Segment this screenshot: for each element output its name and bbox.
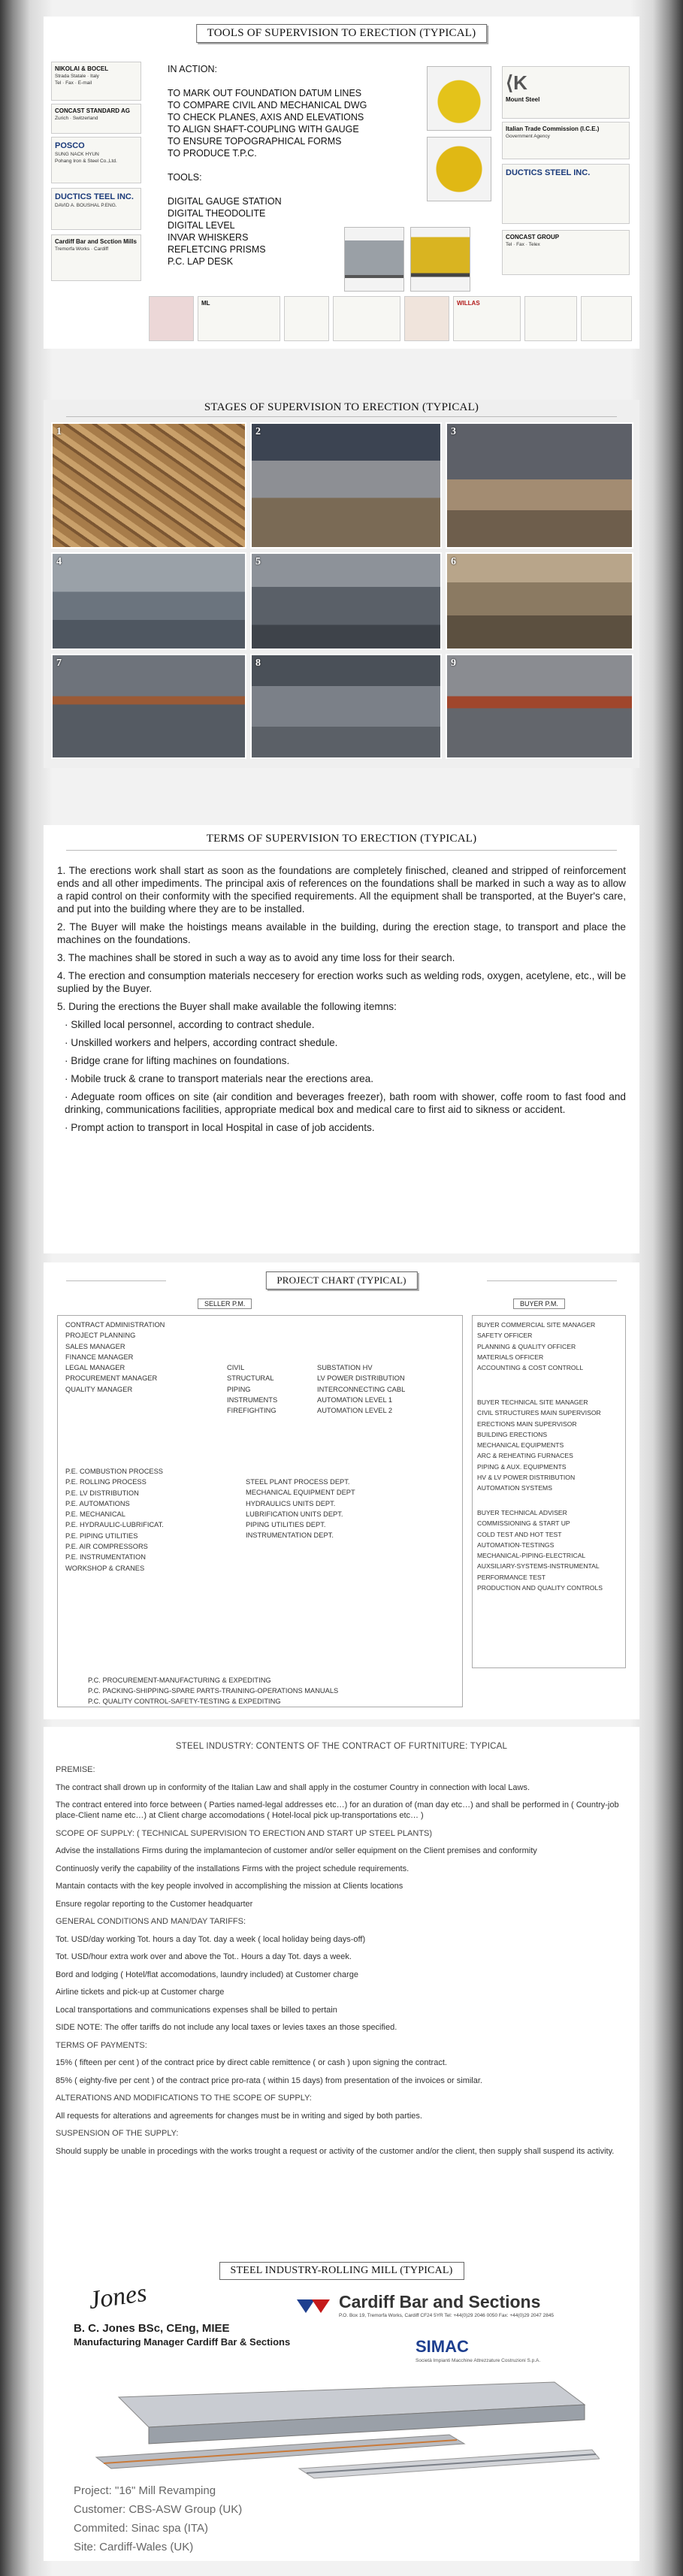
manager-title: Manufacturing Manager Cardiff Bar & Sections — [74, 2336, 291, 2348]
contract-body: PREMISE: The contract shall drown up in conformity of the Italian Law and shall apply in the costumer Country in connection with local Laws. The contract entered into force between ( Parties named-legal addresses etc…) for an duration of (man day etc…) and shall be performed in ( Country-job place-Client name etc…) at Client charge accomodations ( Hotel-local pick up-transportations etc… ) SCOPE OF SUPPLY: ( TECHNICAL SUPERVISION TO ERECTION AND START UP STEEL PLANTS) Advise the installations Firms during the implamantecion of customer and/or seller equipment on the Client premises and conformity Continuosly verify the capability of the installations Firms with the project schedule requirements. Mantain contacts with the key people involved in accomplishing the mission at Clients locations Ensure regolar reporting to the Customer headquarter GENERAL CONDITIONS AND MAN/DAY TARIFFS: Tot. USD/day working Tot. hours a day Tot. day a week ( local holiday being days-off) Tot. USD/hour extra work over and above the Tot.. Hours a day Tot. days a week. Bord and lodging ( Hotel/flat accomodations, laundry included) at Customer charge Airline tickets and pick-up at Customer charge Local transportations and communications expenses shall be billed to pertain SIDE NOTE: The offer tariffs do not include any local taxes or levies taxes an those specified. TERMS OF PAYMENTS: 15% ( fifteen per cent ) of the contract price by direct cable remittence ( or cash ) upon signing the contract. 85% ( eighty-five per cent ) of the contract price pro-rata ( within 15 days) from presentation of the invoices or similar. ALTERATIONS AND MODIFICATIONS TO THE SCOPE OF SUPPLY: All requests for alterations and agreements for changes must be in writing and siged by both parties. SUSPENSION OF THE SUPPLY: Should supply be unable in procedings with the works trought a request or activity of the customer and/or the client, then supply shall suspend its activity. — [56, 1765, 619, 2156]
card-name: NIKOLAI & BOCEL — [55, 65, 109, 72]
term-bullet: · Adeguate room offices on site (air condition and beverages freezer), bath room with shower, coffe room to fast food and drinking, communications facilities, appropriate medical box and medical care to first aid to sikness or accident. — [65, 1091, 626, 1115]
mill-panel — [44, 2262, 639, 2561]
tools-title: TOOLS OF SUPERVISION TO ERECTION (TYPICAL) — [196, 24, 488, 43]
business-card — [284, 296, 329, 341]
line: P.C. LAP DESK — [168, 256, 234, 267]
line: TO CHECK PLANES, AXIS AND ELEVATIONS — [168, 112, 364, 122]
contract-title: STEEL INDUSTRY: CONTENTS OF THE CONTRACT OF FURTNITURE: TYPICAL — [175, 1742, 508, 1751]
stage-photo-6 — [446, 552, 633, 650]
mill-layout-drawing — [74, 2375, 600, 2480]
buyer-technical-list: BUYER TECHNICAL SITE MANAGER CIVIL STRUCTURES MAIN SUPERVISOR ERECTIONS MAIN SUPERVISOR BUILDING ERECTIONS MECHANICAL EQUIPMENTS ARC & REHEATING FURNACES PIPING & AUX. EQUIPMENTS HV & LV POWER DISTRIBUTION AUTOMATION SYSTEMS — [477, 1398, 601, 1492]
line: TO PRODUCE T.P.C. — [168, 148, 257, 159]
term-item: 3. The machines shall be stored in such a way as to avoid any time loss for their search. — [57, 952, 455, 963]
seller-pe-list: P.E. COMBUSTION PROCESS P.E. ROLLING PROCESS P.E. LV DISTRIBUTION P.E. AUTOMATIONS P.E. MECHANICAL P.E. HYDRAULIC-LUBRIFICAT. P.E. PIPING UTILITIES P.E. AIR COMPRESSORS P.E. INSTRUMENTATION WORKSHOP & CRANES — [65, 1468, 164, 1572]
line — [168, 159, 367, 171]
cardiff-logo — [295, 2292, 626, 2322]
line: REFLETCING PRISMS — [168, 244, 266, 255]
simac-subtitle: Società Impianti Macchine Attrezzature Costruzioni S.p.A. — [416, 2358, 541, 2363]
term-bullet: · Skilled local personnel, according to contract shedule. — [65, 1019, 315, 1030]
business-card: DUCTICS TEEL INC. DAVID A. BOUSHAL P.ENG. — [51, 188, 141, 230]
k-logo: ⟨K — [506, 71, 527, 94]
chart-title: PROJECT CHART (TYPICAL) — [265, 1271, 417, 1290]
photo-number: 3 — [451, 426, 456, 437]
photo-number: 1 — [56, 426, 62, 437]
photo-number: 7 — [56, 658, 62, 669]
photo-number: 2 — [255, 426, 261, 437]
level-instrument-image — [427, 66, 491, 131]
buyer-box — [472, 1315, 626, 1668]
stage-photo-1 — [51, 422, 246, 549]
line: TO ENSURE TOPOGRAPHICAL FORMS — [168, 136, 342, 147]
manager-name: B. C. Jones BSc, CEng, MIEE — [74, 2322, 230, 2335]
card-name: WILLAS — [457, 300, 480, 307]
buyer-commercial-list: BUYER COMMERCIAL SITE MANAGER SAFETY OFFICER PLANNING & QUALITY OFFICER MATERIALS OFFICER ACCOUNTING & COST CONTROLL — [477, 1321, 596, 1372]
ductics-logo: DUCTICS STEEL INC. — [506, 168, 591, 177]
project-name: Project: "16" Mill Revamping — [74, 2484, 216, 2497]
business-card: Cardiff Bar and Scction Mills Tremorfa Works · Cardiff — [51, 234, 141, 281]
card-name: Cardiff Bar and Scction Mills — [55, 238, 137, 245]
business-card — [333, 296, 400, 341]
terms-title: TERMS OF SUPERVISION TO ERECTION (TYPICAL) — [206, 833, 477, 845]
line: DIGITAL LEVEL — [168, 220, 235, 231]
line — [168, 75, 367, 87]
seller-pm-label: SELLER P.M. — [198, 1299, 252, 1309]
in-action-text — [168, 63, 367, 268]
cardiff-address: P.O. Box 19, Tremorfa Works, Cardiff CF24 5YR Tel: +44(0)29 2046 0050 Fax: +44(0)29 2047 2845 — [339, 2313, 555, 2318]
business-card — [198, 296, 280, 341]
cardiff-name: Cardiff Bar and Sections — [339, 2292, 541, 2311]
rolling-track — [307, 2454, 596, 2473]
term-bullet: · Unskilled workers and helpers, according contract shedule. — [65, 1037, 338, 1048]
term-item: 4. The erection and consumption materials neccesery for erection works such as welding rods, oxygen, acetylene, etc., will be suplied by the Buyer. — [57, 970, 626, 994]
seller-civil-list: CIVIL STRUCTURAL PIPING INSTRUMENTS FIREFIGHTING — [227, 1364, 278, 1415]
posco-logo: POSCO — [55, 141, 85, 150]
term-bullet: · Bridge crane for lifting machines on foundations. — [65, 1055, 290, 1066]
business-card — [149, 296, 194, 341]
ductics-logo: DUCTICS TEEL INC. — [55, 192, 134, 201]
customer: Customer: CBS-ASW Group (UK) — [74, 2503, 243, 2516]
line: TO COMPARE CIVIL AND MECHANICAL DWG — [168, 100, 367, 110]
theodolite-image — [410, 227, 470, 292]
commited: Commited: Sinac spa (ITA) — [74, 2522, 208, 2535]
line — [168, 183, 367, 195]
terms-panel — [44, 825, 639, 1253]
level-instrument-image — [427, 137, 491, 201]
seller-bottom-list: P.C. PROCUREMENT-MANUFACTURING & EXPEDITING P.C. PACKING-SHIPPING-SPARE PARTS-TRAINING-OPERATIONS MANUALS P.C. QUALITY CONTROL-SAFETY-TESTING & EXPEDITING — [88, 1677, 339, 1705]
mill-title: STEEL INDUSTRY-ROLLING MILL (TYPICAL) — [219, 2262, 464, 2280]
term-item: 1. The erections work shall start as soon as the foundations are completely finisched, cleaned and stripped of reinforcement ends and all other impediments. The principal axis of references on the foundations shall be marked in such a way as to allow a rapid control on their conformity with the specified requirements. All the equipment shall be transported, at the Buyer's care, and put into the building where they are to be installed. — [57, 865, 626, 915]
business-card: Italian Trade Commission (I.C.E.) Government Agency — [502, 122, 630, 159]
business-card: POSCO SUNG NACK HYUN Pohang Iron & Steel Co.,Ltd. — [51, 137, 141, 183]
tools-panel — [44, 17, 639, 349]
seller-dept-list: STEEL PLANT PROCESS DEPT. MECHANICAL EQUIPMENT DEPT HYDRAULICS UNITS DEPT. LUBRIFICATION UNITS DEPT. PIPING UTILITIES DEPT. INSTRUMENTATION DEPT. — [246, 1478, 355, 1540]
site: Site: Cardiff-Wales (UK) — [74, 2541, 194, 2553]
photo-number: 5 — [255, 556, 261, 567]
card-name: Mount Steel — [506, 96, 540, 104]
line: TO MARK OUT FOUNDATION DATUM LINES — [168, 88, 362, 98]
manager-signature: Jones — [86, 2278, 149, 2315]
term-bullet: · Prompt action to transport in local Hospital in case of job accidents. — [65, 1122, 375, 1133]
seller-box — [57, 1315, 463, 1707]
photo-number: 9 — [451, 658, 456, 669]
stage-photo-3 — [446, 422, 633, 549]
photo-number: 4 — [56, 556, 62, 567]
project-info — [74, 2481, 242, 2556]
stage-photo-4 — [51, 552, 246, 650]
terms-body — [57, 864, 626, 1139]
card-name: CONCAST GROUP — [506, 234, 560, 240]
seller-substation-list: SUBSTATION HV LV POWER DISTRIBUTION INTERCONNECTING CABL AUTOMATION LEVEL 1 AUTOMATION LEVEL 2 — [317, 1364, 406, 1415]
cardiff-emblem-icon — [295, 2295, 333, 2317]
business-card — [581, 296, 632, 341]
theodolite-image — [344, 227, 404, 292]
line: TOOLS: — [168, 172, 202, 183]
term-item: 5. During the erections the Buyer shall make available the following itemns: — [57, 1001, 397, 1012]
card-name: CONCAST STANDARD AG — [55, 107, 130, 114]
stage-photo-9 — [446, 654, 633, 759]
stages-panel — [44, 400, 639, 768]
term-bullet: · Mobile truck & crane to transport materials near the erections area. — [65, 1073, 374, 1084]
line: TO ALIGN SHAFT-COUPLING WITH GAUGE — [168, 124, 359, 135]
stage-photo-2 — [250, 422, 442, 549]
buyer-pm-label: BUYER P.M. — [513, 1299, 565, 1309]
stages-title: STAGES OF SUPERVISION TO ERECTION (TYPICAL) — [204, 401, 479, 413]
line: DIGITAL THEODOLITE — [168, 208, 266, 219]
line: DIGITAL GAUGE STATION — [168, 196, 282, 207]
business-card — [502, 164, 630, 224]
business-card — [404, 296, 449, 341]
photo-number: 6 — [451, 556, 456, 567]
business-card — [453, 296, 521, 341]
business-card — [524, 296, 577, 341]
photo-number: 8 — [255, 658, 261, 669]
simac-logo: SIMAC — [416, 2337, 469, 2356]
line: INVAR WHISKERS — [168, 232, 249, 243]
card-name: ML — [201, 300, 210, 307]
seller-top-list: CONTRACT ADMINISTRATION PROJECT PLANNING SALES MANAGER FINANCE MANAGER LEGAL MANAGER PROCUREMENT MANAGER QUALITY MANAGER — [65, 1321, 165, 1393]
stage-photo-8 — [250, 654, 442, 759]
chart-panel — [44, 1262, 639, 1719]
business-card: CONCAST GROUP Tel · Fax · Telex — [502, 230, 630, 275]
stage-photo-5 — [250, 552, 442, 650]
card-name: Italian Trade Commission (I.C.E.) — [506, 125, 600, 132]
stage-photo-7 — [51, 654, 246, 759]
line: IN ACTION: — [168, 64, 217, 74]
business-card — [502, 66, 630, 119]
term-item: 2. The Buyer will make the hoistings means available in the building, during the erection stage, to transport and place the machines on the foundations. — [57, 921, 626, 945]
contract-panel — [44, 1727, 639, 2266]
buyer-adviser-list: BUYER TECHNICAL ADVISER COMMISSIONING & START UP COLD TEST AND HOT TEST AUTOMATION-TESTINGS MECHANICAL-PIPING-ELECTRICAL AUXSILIARY-SYSTEMS-INSTRUMENTAL PERFORMANCE TEST PRODUCTION AND QUALITY CONTROLS — [477, 1509, 603, 1592]
business-card: CONCAST STANDARD AG Zurich · Switzerland — [51, 104, 141, 134]
business-card: NIKOLAI & BOCEL Strada Statale · Italy Tel · Fax · E-mail — [51, 62, 141, 101]
